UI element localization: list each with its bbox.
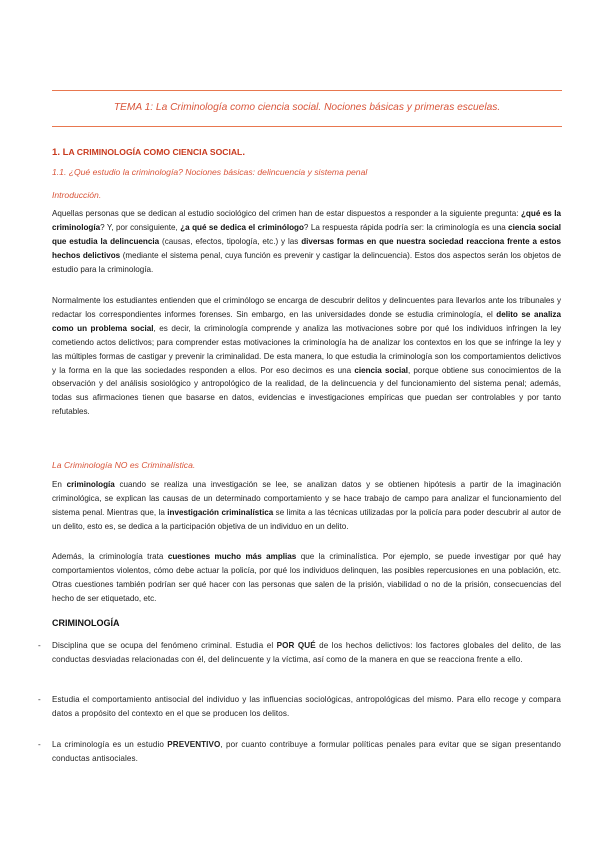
bold-span: ciencia social <box>354 365 408 375</box>
bullet-text <box>52 738 561 766</box>
paragraph-4 <box>52 550 561 606</box>
text-span: cuando se realiza una investigación se lee, se analizan datos y se obtienen hipótesis a partir de la imaginación criminológica, se explican las causas de un determinado comportamiento y se hace trabajo de campo para analizar el funcionamiento del sistema penal. Mientras que, la <box>52 480 562 517</box>
text-span: (causas, efectos, tipología, etc.) y las <box>159 236 302 246</box>
bold-span: ciencia social que estudia la delincuencia <box>52 222 561 246</box>
bullet-dash: - <box>38 695 41 704</box>
paragraph-3 <box>52 478 561 534</box>
bold-span: cuestiones mucho más amplias <box>167 552 297 561</box>
text-span: Disciplina que se ocupa del fenómeno criminal. Estudia el <box>52 641 277 650</box>
bold-span: POR QUÉ <box>276 641 316 650</box>
text-span: Estudia el comportamiento antisocial del individuo y las influencias sociológicas, antropológicas del mismo. Para ello recoge y compara datos a propósito del contexto en el que se producen los delitos. <box>52 695 561 718</box>
subsection-heading: 1.1. ¿Qué estudio la criminología? Nociones básicas: delincuencia y sistema penal <box>52 167 368 177</box>
section-heading <box>52 147 245 158</box>
bold-span: investigación criminalística <box>167 507 274 517</box>
bold-span: PREVENTIVO <box>167 740 221 749</box>
bold-span: ¿a qué se dedica <box>180 222 246 232</box>
top-rule <box>52 90 562 91</box>
bold-span: diversas formas en que nuestra sociedad reacciona frente a estos hechos delictivos <box>52 236 561 260</box>
text-span: , porque obtiene sus conocimientos de la observación y del análisis sosiológico y antropológico de la realidad, de la delincuencia y del funcionamiento del sistema penal; además, todas sus afirmaciones tienen que basarse en datos, evidencias e investigaciones empíricas que puedan ser controlables y por tanto refutables. <box>52 365 561 417</box>
text-span: Normalmente los estudiantes entienden que el criminólogo se encarga de descubrir delitos y delincuentes para llevarlos ante los tribunales y redactar los correspondientes informes forenses. Sin embargo, en las universidades donde se estudia criminología, el <box>52 296 561 319</box>
text-span: de los hechos delictivos: los factores globales del delito, de las conductas desviadas relacionadas con él, del delincuente y la víctima, así como de la manera en que se reacciona frente a ello. <box>52 641 561 664</box>
criminalistica-heading: La Criminología NO es Criminalística. <box>52 460 196 470</box>
section-heading-text: A CRIMINOLOGÍA COMO CIENCIA SOCIAL <box>68 147 243 157</box>
criminologia-heading: CRIMINOLOGÍA <box>52 618 120 628</box>
intro-heading: Introducción. <box>52 190 102 200</box>
bullet-text <box>52 639 561 667</box>
bold-span: el criminólogo <box>248 222 304 232</box>
document-title: TEMA 1: La Criminología como ciencia social. Nociones básicas y primeras escuelas. <box>113 102 501 113</box>
text-span: ? Y, por consiguiente, <box>100 222 181 232</box>
text-span: (mediante el sistema penal, cuya función es prevenir y castigar la delincuencia). Estos dos aspectos serán los objetos de estudio para la criminología. <box>52 250 562 274</box>
paragraph-2 <box>52 294 561 419</box>
section-number: 1. L <box>52 147 69 158</box>
text-span: , por cuanto contribuye a formular políticas penales para evitar que se sigan presentando conductas antisociales. <box>52 740 561 763</box>
text-span: La criminología es un estudio <box>52 740 168 749</box>
text-span: se limita a las técnicas utilizadas por la policía para poder descubrir al autor de un delito, esto es, se dedica a la participación objetiva de un individuo en un delito. <box>52 507 561 531</box>
bullet-dash: - <box>38 641 41 650</box>
text-span: que la criminalística. Por ejemplo, se puede investigar por qué hay comportamientos violentos, cómo debe actuar la policía, por qué los individuos delinquen, las posibles repercusiones en una población, etc. Otras cuestiones también podrían ser qué hacer con las personas que salen de la prisión, viabilidad o no de la prisión, consecuencias del hecho de ser etiquetado, etc. <box>52 552 561 603</box>
text-span: Aquellas personas que se dedican al estudio sociológico del crimen han de estar dispuestos a responder a la siguiente pregunta: <box>52 209 521 218</box>
section-heading-dot: . <box>242 147 245 158</box>
bold-span: delito se analiza como un problema social <box>52 309 561 333</box>
bullet-dash: - <box>38 740 41 749</box>
paragraph-1 <box>52 207 561 277</box>
bottom-rule <box>52 126 562 127</box>
text-span: , es decir, la criminología comprende y analiza las motivaciones sobre por qué los individuos infringen la ley cometiendo actos delictivos; para comprender estas motivaciones la criminología ha de analizar los contextos en los que se infringe la ley y las múltiples formas de castigar y prevenir la criminalidad. De esta manera, lo que estudia la criminología son los comportamientos delictivos y la forma en la que las sociedades responden a ellos. Por eso decimos es una <box>52 323 561 375</box>
text-span: ? La respuesta rápida podría ser: la criminología es una <box>303 222 509 232</box>
bold-span: ¿qué es la criminología <box>52 209 561 232</box>
text-span: En <box>52 480 67 489</box>
bullet-text <box>52 693 561 721</box>
text-span: Además, la criminología trata <box>52 552 168 561</box>
bold-span: criminología <box>66 480 115 489</box>
